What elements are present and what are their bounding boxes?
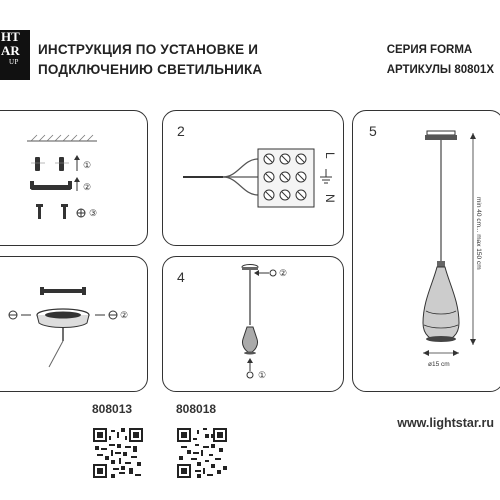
series-info [387, 40, 494, 80]
step-2-live-label: L [323, 152, 337, 159]
step-4-number: 4 [177, 269, 185, 285]
qr-code-808013-icon [92, 428, 144, 478]
brand-logo [0, 30, 30, 80]
step-2-panel [162, 110, 344, 246]
step-1-mark-3: ③ [89, 208, 98, 218]
step-5-diameter-label: ø15 cm [428, 361, 450, 368]
document-title [38, 40, 262, 80]
step-4-diagram [163, 257, 343, 391]
title-line1: ИНСТРУКЦИЯ ПО УСТАНОВКЕ И [38, 42, 259, 57]
step-5-dimensions-diagram [353, 111, 500, 391]
step-4-mark-1: ① [258, 370, 267, 380]
step-1-diagram [0, 111, 147, 245]
website-link[interactable]: www.lightstar.ru [397, 416, 494, 430]
step-1-panel [0, 110, 148, 246]
step-1-mark-1: ① [83, 160, 92, 170]
article-numbers: АРТИКУЛЫ 80801Х [386, 64, 494, 76]
step-3-diagram [0, 257, 147, 391]
qr-code-808018-icon [176, 428, 228, 478]
title-line2: ПОДКЛЮЧЕНИЮ СВЕТИЛЬНИКА [38, 62, 263, 77]
logo-text-line2: AR [1, 43, 20, 58]
step-5-height-label: min 40 cm... max 150 cm [475, 197, 482, 270]
step-3-panel [0, 256, 148, 392]
logo-text-line1: HT [1, 29, 20, 44]
step-5-panel [352, 110, 500, 392]
logo-text-line3: UP [9, 58, 19, 66]
article-808013-label: 808013 [92, 402, 133, 416]
step-4-mark-2: ② [279, 268, 288, 278]
series-name: СЕРИЯ FORMA [386, 44, 473, 56]
step-3-mark-2: ② [120, 310, 129, 320]
step-2-wiring-diagram [163, 111, 343, 245]
step-5-number: 5 [369, 123, 377, 139]
step-2-number: 2 [177, 123, 185, 139]
step-1-mark-2: ② [83, 182, 92, 192]
step-4-panel [162, 256, 344, 392]
step-2-neutral-label: N [323, 194, 337, 203]
article-808018-label: 808018 [176, 402, 217, 416]
